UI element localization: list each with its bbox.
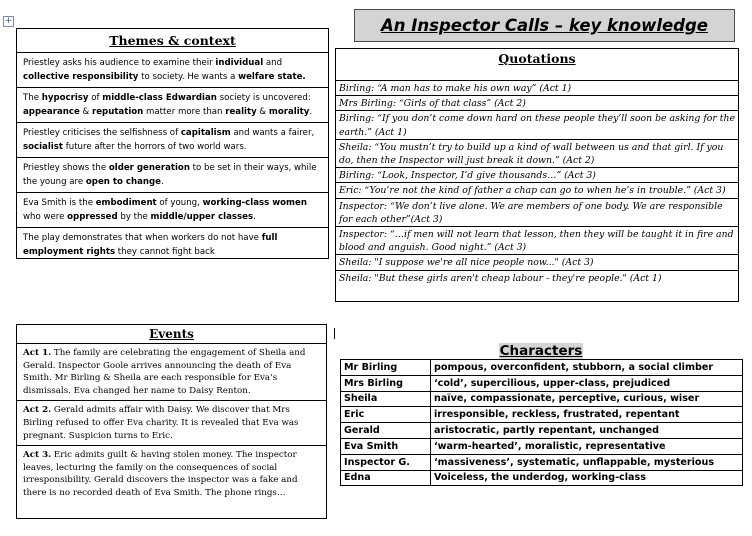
- character-name: Mr Birling: [341, 360, 431, 376]
- theme-text: hypocrisy: [41, 93, 89, 103]
- character-description: ‘warm-hearted’, moralistic, representative: [431, 438, 743, 454]
- character-row: [341, 360, 743, 376]
- character-name: Sheila: [341, 391, 431, 407]
- event-item: [17, 446, 326, 502]
- theme-text: Eva Smith is the: [23, 198, 96, 208]
- character-name: Eva Smith: [341, 438, 431, 454]
- character-description: irresponsible, reckless, frustrated, repentant: [431, 407, 743, 423]
- theme-text: .: [161, 176, 164, 187]
- theme-item: [17, 193, 328, 228]
- event-act-label: Act 1.: [23, 348, 52, 358]
- character-name: Edna: [341, 470, 431, 486]
- theme-item: [17, 53, 328, 88]
- quotation-item: Sheila: "I suppose we're all nice people now..." (Act 3): [336, 255, 738, 270]
- theme-text: they cannot fight back: [115, 246, 215, 257]
- event-act-label: Act 2.: [23, 405, 52, 416]
- quotations-heading: Quotations: [336, 49, 738, 81]
- event-item: [17, 401, 326, 446]
- character-name: Mrs Birling: [341, 375, 431, 391]
- character-row: [341, 375, 743, 391]
- character-row: [341, 407, 743, 423]
- character-name: Inspector G.: [341, 454, 431, 470]
- character-name: Gerald: [341, 423, 431, 439]
- theme-text: oppressed: [67, 211, 118, 222]
- theme-text: socialist: [23, 141, 63, 152]
- theme-text: older generation: [108, 163, 190, 173]
- character-row: [341, 470, 743, 486]
- theme-text: &: [79, 106, 92, 117]
- themes-box: [16, 28, 329, 259]
- theme-item: [17, 158, 328, 193]
- event-act-label: Act 3.: [23, 450, 52, 461]
- theme-text: future after the horrors of two world wars.: [62, 141, 247, 152]
- character-description: naïve, compassionate, perceptive, curious, wiser: [431, 391, 743, 407]
- themes-heading: Themes & context: [17, 29, 328, 53]
- characters-table: [340, 359, 743, 486]
- theme-text: society is uncovered:: [216, 93, 311, 103]
- character-row: [341, 438, 743, 454]
- theme-text: individual: [215, 58, 264, 68]
- theme-text: welfare state.: [238, 71, 306, 82]
- event-text: Gerald admits affair with Daisy. We discover that Mrs Birling refused to offer Eva charity. It is revealed that Eva was pregnant. Suspicion turns to Eric.: [23, 405, 299, 441]
- character-row: [341, 391, 743, 407]
- theme-text: The: [23, 93, 42, 103]
- quotation-item: Inspector: “We don’t live alone. We are members of one body. We are responsible for each other”(Act 3): [336, 199, 738, 227]
- event-item: [17, 344, 326, 401]
- characters-heading-wrap: [340, 340, 742, 360]
- theme-text: matter more than: [143, 106, 226, 117]
- theme-text: of: [88, 93, 103, 103]
- theme-text: full employment rights: [23, 233, 278, 257]
- quotation-item: Mrs Birling: “Girls of that class” (Act 2): [336, 96, 738, 111]
- theme-text: .: [253, 211, 256, 222]
- character-name: Eric: [341, 407, 431, 423]
- theme-text: who were: [23, 211, 68, 222]
- theme-text: and: [263, 58, 283, 68]
- character-description: ‘massiveness’, systematic, unflappable, mysterious: [431, 454, 743, 470]
- character-row: [341, 454, 743, 470]
- theme-text: capitalism: [180, 128, 231, 138]
- character-description: Voiceless, the underdog, working-class: [431, 470, 743, 486]
- quotation-item: Eric: “You’re not the kind of father a chap can go to when he’s in trouble.” (Act 3): [336, 183, 738, 198]
- theme-text: morality: [268, 106, 310, 117]
- theme-text: Priestley asks his audience to examine their: [23, 58, 216, 68]
- theme-text: of young,: [156, 198, 203, 208]
- quotation-item: Birling: “Look, Inspector, I’d give thousands…” (Act 3): [336, 168, 738, 183]
- event-text: The family are celebrating the engagement of Sheila and Gerald. Inspector Goole arrives announcing the death of Eva Smith. Mr Birling & Sheila are each responsible for Eva’s dismissals. Eva changed her name to Daisy Renton.: [23, 348, 306, 396]
- text-cursor: [334, 328, 335, 339]
- title-box: [354, 9, 735, 42]
- theme-text: open to change: [85, 176, 161, 187]
- theme-text: The play demonstrates that when workers do not have: [23, 233, 262, 243]
- events-heading: Events: [17, 325, 326, 344]
- theme-text: to society. He wants a: [138, 71, 239, 82]
- theme-item: [17, 88, 328, 123]
- theme-text: and wants a fairer,: [230, 128, 315, 138]
- event-text: Eric admits guilt & having stolen money. The inspector leaves, lecturing the family on the consequences of social irresponsibility. Gerald discovers the inspector was a fake and there is no recorded death of Eva Smith. The phone rings…: [23, 450, 298, 498]
- theme-text: appearance: [23, 106, 80, 117]
- quotations-box: [335, 48, 739, 302]
- quotation-item: Sheila: “You mustn’t try to build up a kind of wall between us and that girl. If you do, then the Inspector will just break it down.” (Act 2): [336, 140, 738, 168]
- character-row: [341, 423, 743, 439]
- characters-heading: Characters: [499, 343, 583, 359]
- theme-item: [17, 228, 328, 262]
- quotation-item: Inspector: “…if men will not learn that lesson, then they will be taught it in fire and blood and anguish. Good night.” (Act 3): [336, 227, 738, 255]
- theme-text: middle-class Edwardian: [102, 93, 217, 103]
- theme-text: &: [256, 106, 269, 117]
- quotation-item: Birling: “If you don’t come down hard on these people they’ll soon be asking for the earth.” (Act 1): [336, 111, 738, 139]
- theme-text: embodiment: [95, 198, 157, 208]
- theme-text: reality: [225, 106, 257, 117]
- events-box: [16, 324, 327, 519]
- theme-text: Priestley shows the: [23, 163, 109, 173]
- theme-text: reputation: [91, 106, 144, 117]
- quotation-item: Sheila: "But these girls aren't cheap labour - they're people." (Act 1): [339, 272, 662, 284]
- theme-item: [17, 123, 328, 158]
- theme-text: .: [309, 106, 313, 117]
- theme-text: middle/upper classes: [150, 211, 254, 222]
- theme-text: by the: [117, 211, 151, 222]
- page-title: An Inspector Calls – key knowledge: [380, 16, 708, 35]
- character-description: ‘cold’, supercilious, upper-class, prejudiced: [431, 375, 743, 391]
- theme-text: collective responsibility: [23, 71, 139, 82]
- theme-text: Priestley criticises the selfishness of: [23, 128, 181, 138]
- theme-text: to be set in their ways, while the young are: [23, 163, 317, 187]
- character-description: pompous, overconfident, stubborn, a social climber: [431, 360, 743, 376]
- character-description: aristocratic, partly repentant, unchanged: [431, 423, 743, 439]
- theme-text: working-class women: [202, 198, 307, 208]
- table-move-handle-icon[interactable]: +: [4, 16, 13, 26]
- quotation-item: Birling: “A man has to make his own way” (Act 1): [336, 81, 738, 96]
